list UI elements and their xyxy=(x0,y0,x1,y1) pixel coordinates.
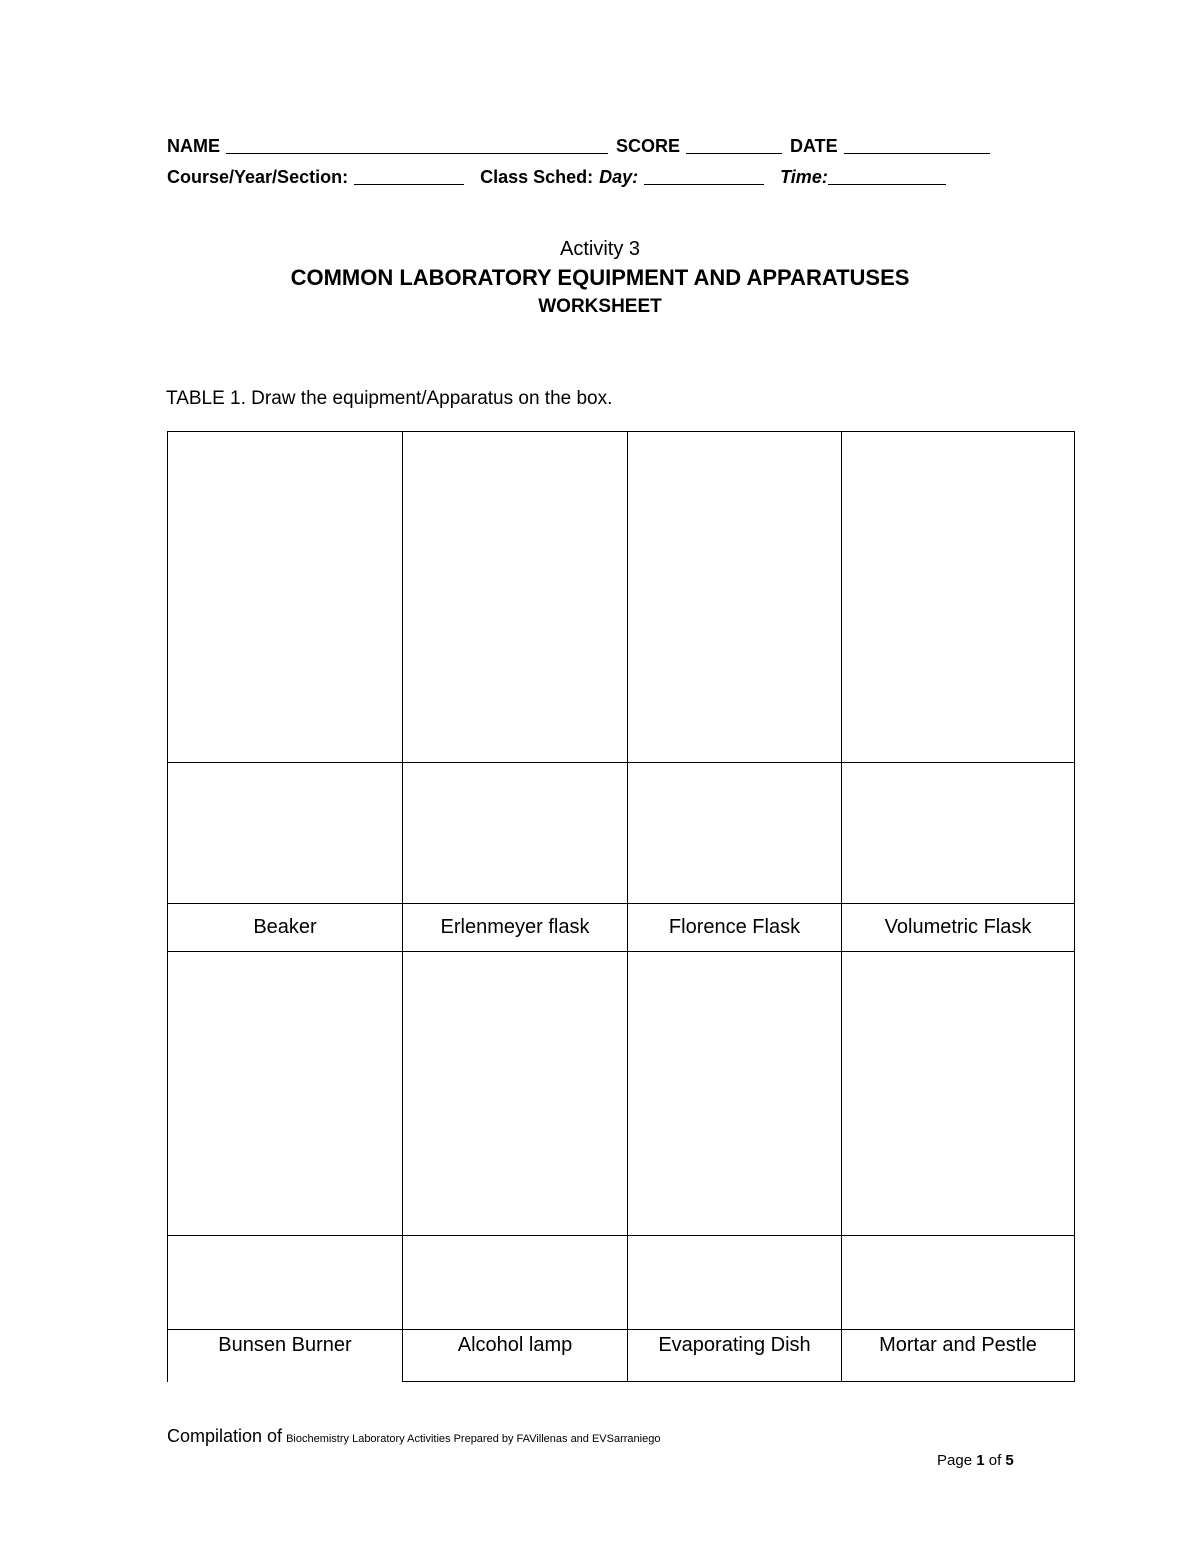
drawing-row xyxy=(168,432,1075,763)
date-field[interactable] xyxy=(844,137,990,154)
drawing-box[interactable] xyxy=(403,1236,628,1330)
equipment-label: Bunsen Burner xyxy=(168,1330,403,1382)
equipment-label: Alcohol lamp xyxy=(403,1330,628,1382)
footer-credit xyxy=(167,1426,660,1447)
course-field[interactable] xyxy=(354,168,464,185)
class-sched-label: Class Sched: xyxy=(480,167,594,187)
drawing-box-evaporating-dish[interactable] xyxy=(628,952,842,1236)
name-label: NAME xyxy=(167,136,220,156)
equipment-table xyxy=(167,431,1075,1382)
page-current: 1 xyxy=(976,1452,985,1469)
date-label: DATE xyxy=(790,136,838,156)
drawing-box[interactable] xyxy=(842,1236,1075,1330)
label-row xyxy=(168,904,1075,952)
drawing-row xyxy=(168,952,1075,1236)
equipment-label: Florence Flask xyxy=(628,904,842,952)
page-of: of xyxy=(988,1452,1002,1469)
drawing-box[interactable] xyxy=(168,763,403,904)
activity-title: COMMON LABORATORY EQUIPMENT AND APPARATUSES xyxy=(290,265,910,290)
score-field[interactable] xyxy=(686,137,782,154)
table-caption: TABLE 1. Draw the equipment/Apparatus on the box. xyxy=(166,388,613,409)
score-label: SCORE xyxy=(616,136,681,156)
drawing-box-bunsen[interactable] xyxy=(168,952,403,1236)
label-row xyxy=(168,1330,1075,1382)
drawing-box-florence[interactable] xyxy=(628,432,842,763)
activity-number: Activity 3 xyxy=(559,238,641,260)
page-number xyxy=(937,1452,1014,1469)
day-field[interactable] xyxy=(644,168,764,185)
name-field[interactable] xyxy=(226,137,608,154)
day-label: Day: xyxy=(599,167,639,187)
compilation-text: Compilation of xyxy=(167,1426,283,1446)
course-label: Course/Year/Section: xyxy=(167,167,349,187)
drawing-row xyxy=(168,1236,1075,1330)
equipment-label: Mortar and Pestle xyxy=(842,1330,1075,1382)
drawing-box[interactable] xyxy=(403,763,628,904)
drawing-box-beaker[interactable] xyxy=(168,432,403,763)
activity-subtitle: WORKSHEET xyxy=(538,296,662,317)
drawing-box[interactable] xyxy=(628,763,842,904)
equipment-label: Beaker xyxy=(168,904,403,952)
drawing-box[interactable] xyxy=(628,1236,842,1330)
time-field[interactable] xyxy=(828,168,946,185)
drawing-box-mortar[interactable] xyxy=(842,952,1075,1236)
equipment-label: Evaporating Dish xyxy=(628,1330,842,1382)
drawing-box-volumetric[interactable] xyxy=(842,432,1075,763)
credit-text: Biochemistry Laboratory Activities Prepared by FAVillenas and EVSarraniego xyxy=(286,1433,661,1445)
page-total: 5 xyxy=(1005,1452,1014,1469)
header-line-2 xyxy=(167,167,954,188)
drawing-box[interactable] xyxy=(842,763,1075,904)
drawing-box-alcohol-lamp[interactable] xyxy=(403,952,628,1236)
equipment-label: Erlenmeyer flask xyxy=(403,904,628,952)
time-label: Time: xyxy=(780,167,828,187)
drawing-box-erlenmeyer[interactable] xyxy=(403,432,628,763)
equipment-label: Volumetric Flask xyxy=(842,904,1075,952)
header-line-1 xyxy=(167,136,998,157)
page-word: Page xyxy=(937,1452,973,1469)
drawing-row xyxy=(168,763,1075,904)
drawing-box[interactable] xyxy=(168,1236,403,1330)
